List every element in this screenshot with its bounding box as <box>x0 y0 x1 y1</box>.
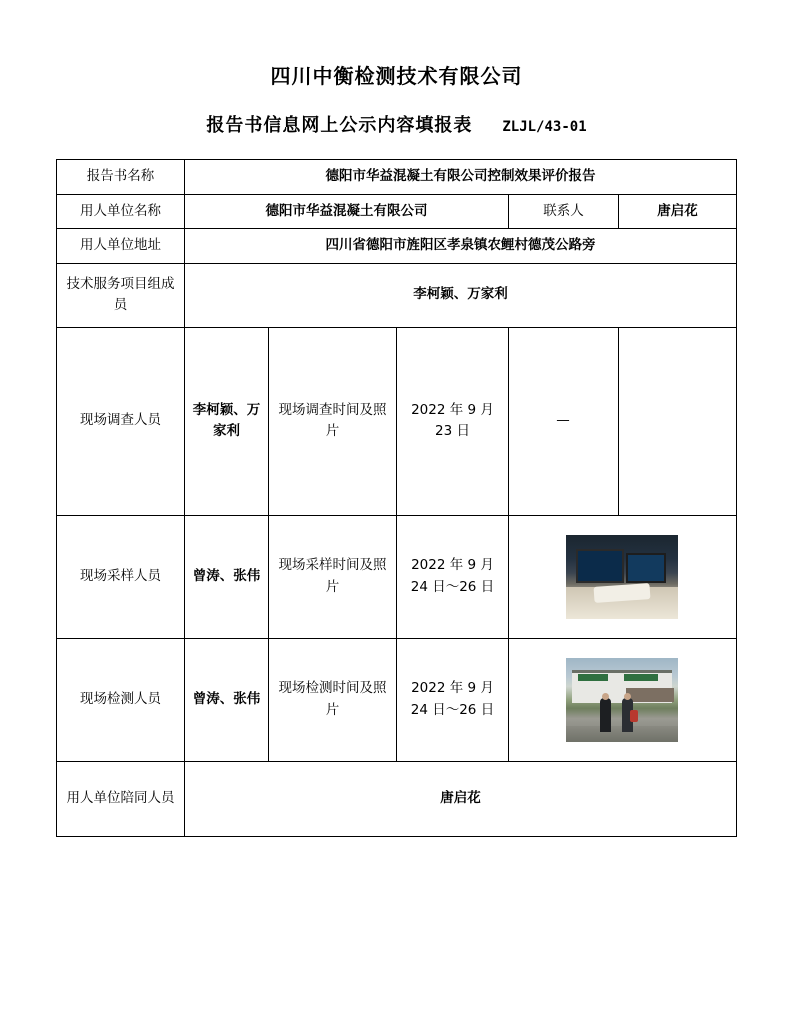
detection-photo-cell <box>508 638 736 761</box>
row-value-project-team: 李柯颖、万家利 <box>184 263 736 327</box>
row-value-accompany: 唐启花 <box>184 761 736 836</box>
site-survey-names: 李柯颖、万家利 <box>184 327 268 515</box>
sampling-names: 曾涛、张伟 <box>184 515 268 638</box>
sampling-activity: 现场采样时间及照片 <box>268 515 396 638</box>
table-row <box>56 160 736 195</box>
outdoor-building-people-photo <box>566 658 678 742</box>
site-survey-photo-placeholder: — <box>508 327 618 515</box>
indoor-monitor-photo <box>566 535 678 619</box>
row-value-report-name: 德阳市华益混凝土有限公司控制效果评价报告 <box>184 160 736 195</box>
site-survey-date: 2022 年 9 月 23 日 <box>396 327 508 515</box>
row-label-project-team: 技术服务项目组成员 <box>56 263 184 327</box>
sampling-date: 2022 年 9 月 24 日～26 日 <box>396 515 508 638</box>
site-survey-activity: 现场调查时间及照片 <box>268 327 396 515</box>
detection-activity: 现场检测时间及照片 <box>268 638 396 761</box>
row-label-sampling: 现场采样人员 <box>56 515 184 638</box>
row-value-employer-name: 德阳市华益混凝土有限公司 <box>184 194 508 229</box>
page-title: 四川中衡检测技术有限公司 <box>270 64 523 88</box>
table-row <box>56 515 736 638</box>
page-subtitle: 报告书信息网上公示内容填报表 <box>206 115 473 136</box>
row-label-employer-address: 用人单位地址 <box>56 229 184 264</box>
row-value-contact: 唐启花 <box>618 194 736 229</box>
report-info-table <box>56 159 737 837</box>
sampling-photo-cell <box>508 515 736 638</box>
table-row <box>56 327 736 515</box>
document-page <box>0 60 793 1015</box>
row-label-site-survey: 现场调查人员 <box>56 327 184 515</box>
row-label-employer-name: 用人单位名称 <box>56 194 184 229</box>
site-survey-photo-empty <box>618 327 736 515</box>
detection-names: 曾涛、张伟 <box>184 638 268 761</box>
row-label-accompany: 用人单位陪同人员 <box>56 761 184 836</box>
table-row <box>56 194 736 229</box>
table-row <box>56 229 736 264</box>
row-label-contact: 联系人 <box>508 194 618 229</box>
table-row <box>56 638 736 761</box>
row-value-employer-address: 四川省德阳市旌阳区孝泉镇农鲤村德茂公路旁 <box>184 229 736 264</box>
document-code: ZLJL/43-01 <box>502 119 587 135</box>
table-row <box>56 263 736 327</box>
row-label-report-name: 报告书名称 <box>56 160 184 195</box>
row-label-detection: 现场检测人员 <box>56 638 184 761</box>
subtitle-row <box>0 111 793 137</box>
table-row <box>56 761 736 836</box>
detection-date: 2022 年 9 月 24 日～26 日 <box>396 638 508 761</box>
